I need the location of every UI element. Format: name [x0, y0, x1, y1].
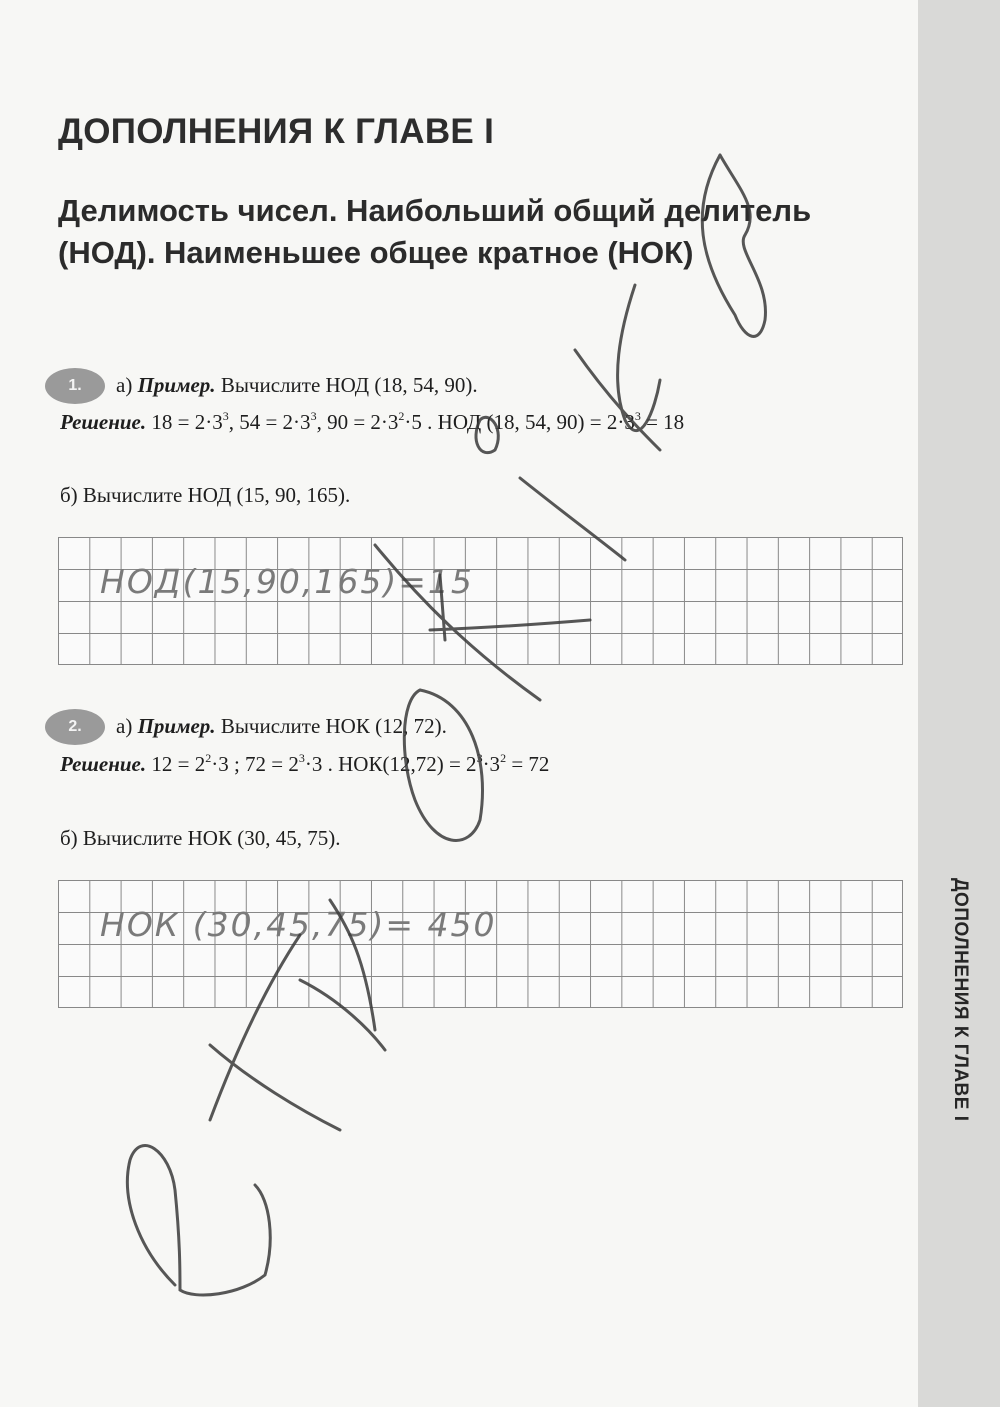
task-1-badge: 1.: [45, 368, 105, 404]
handwritten-answer-1: НОД(15,90,165)=15: [100, 562, 474, 601]
task-2a-prefix: а): [116, 714, 133, 738]
task-2-solution-part: ·3: [482, 752, 501, 776]
task-1a-example-label: Пример.: [137, 373, 216, 397]
answer-grid-2[interactable]: [58, 880, 903, 1008]
task-2-solution: [60, 752, 549, 777]
task-2-solution-exp: 2: [500, 751, 507, 765]
side-chapter-label: ДОПОЛНЕНИЯ К ГЛАВЕ I: [950, 878, 971, 1122]
task-2-solution-part: ·3 . НОК(12,72) = 2: [304, 752, 477, 776]
task-1-solution-exp: 3: [222, 409, 229, 423]
task-2-solution-exp: 3: [298, 751, 305, 765]
chapter-title: ДОПОЛНЕНИЯ К ГЛАВЕ I: [58, 112, 495, 151]
task-2-solution-part: 12 = 2: [151, 752, 206, 776]
task-2b-question: б) Вычислите НОК (30, 45, 75).: [60, 826, 341, 850]
section-title: Делимость чисел. Наибольший общий делитель (НОД). Наименьшее общее кратное (НОК): [58, 193, 812, 270]
task-1-solution-label: Решение.: [60, 410, 147, 434]
task-2-solution-part: = 72: [506, 752, 550, 776]
task-2a-example-label: Пример.: [137, 714, 216, 738]
task-2a-question: Вычислите НОК (12, 72).: [220, 714, 447, 738]
task-1-solution-part: = 18: [640, 410, 685, 434]
task-2-solution-part: ·3 ; 72 = 2: [211, 752, 299, 776]
task-1b-question: б) Вычислите НОД (15, 90, 165).: [60, 483, 351, 507]
answer-grid-1[interactable]: [58, 537, 903, 665]
task-1-solution-exp: 3: [634, 409, 641, 423]
task-1a-question: Вычислите НОД (18, 54, 90).: [220, 373, 478, 397]
task-2-solution-exp: 3: [476, 751, 483, 765]
task-1-solution-part: ·5 . НОД (18, 54, 90) = 2·3: [404, 410, 635, 434]
task-1-solution-exp: 3: [310, 409, 317, 423]
task-1a-prefix: а): [116, 373, 133, 397]
task-1-solution-part: , 54 = 2·3: [228, 410, 311, 434]
task-2a-text: [116, 714, 447, 739]
handwritten-answer-2: НОК (30,45,75)= 450: [100, 905, 497, 944]
task-1-solution-part: 18 = 2·3: [151, 410, 223, 434]
task-1-solution: [60, 410, 684, 435]
task-1a-text: [116, 373, 478, 398]
task-1-solution-part: , 90 = 2·3: [316, 410, 399, 434]
task-2-badge: 2.: [45, 709, 105, 745]
task-2-solution-label: Решение.: [60, 752, 147, 776]
side-band: [918, 0, 1000, 1407]
task-2-solution-exp: 2: [205, 751, 212, 765]
task-1-solution-exp: 2: [398, 409, 405, 423]
